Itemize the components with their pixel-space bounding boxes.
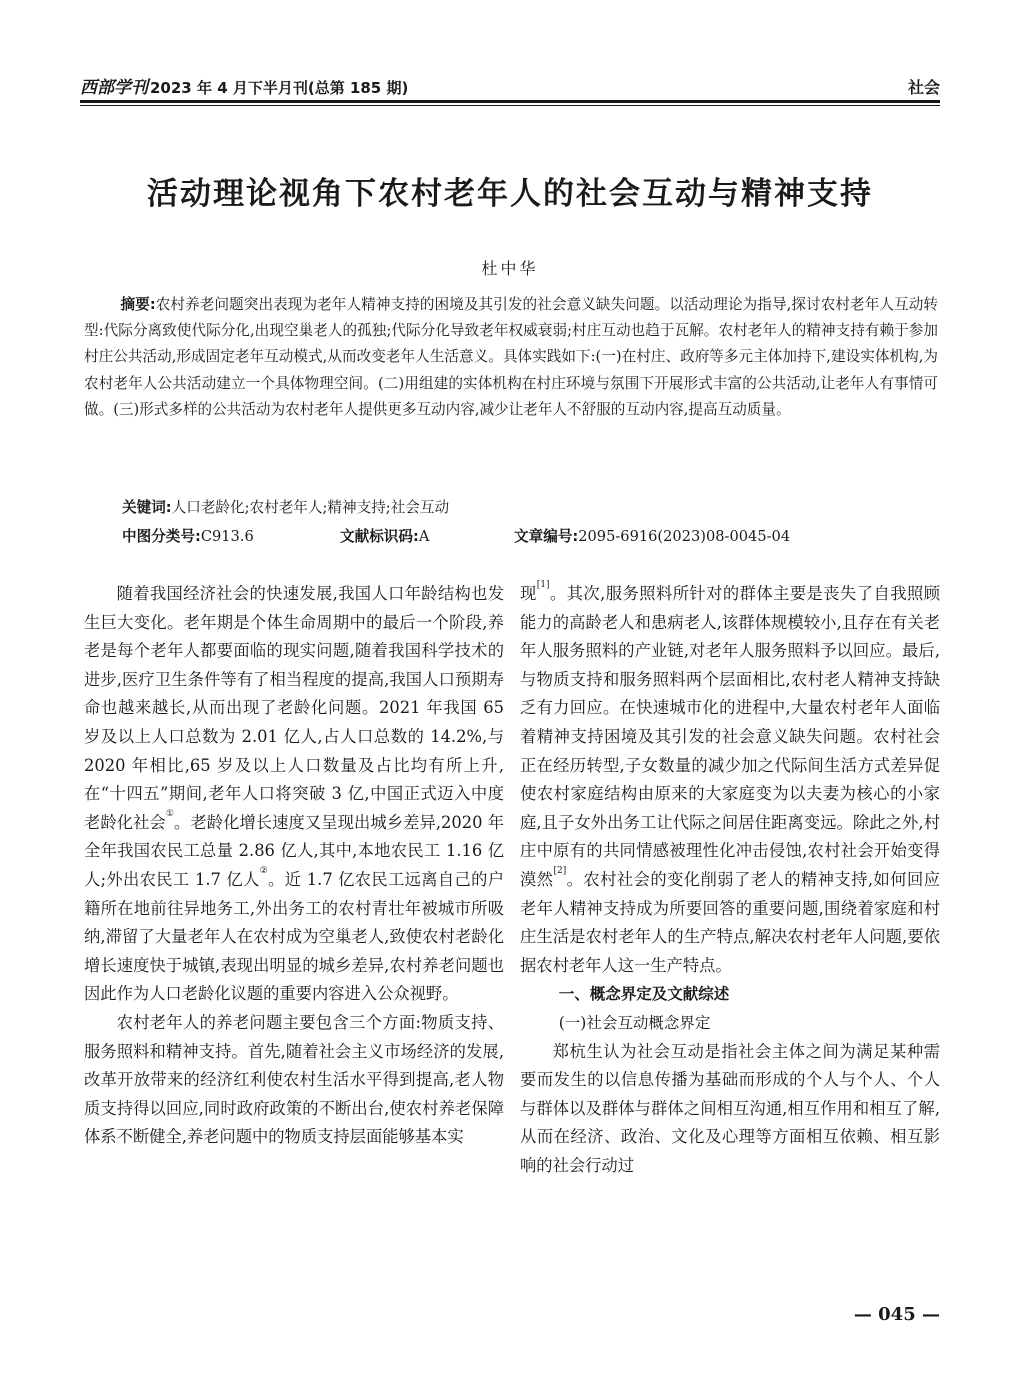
- body-paragraph: 随着我国经济社会的快速发展,我国人口年龄结构也发生巨大变化。老年期是个体生命周期中的最后一个阶段,养老是每个老年人都要面临的现实问题,随着我国科学技术的进步,医疗卫生条件等有了相当程度的提高,我国人口预期寿命也越来越长,从而出现了老龄化问题。2021 年我国 65 岁及以上人口总数为 2.01 亿人,占人口总数的 14.2%,与 2020 年相比,65 岁及以上人口数量及占比均有所上升,在“十四五”期间,老年人口将突破 3 亿,中国正式迈入中度老龄化社会①。老龄化增长速度又呈现出城乡差异,2020 年全年我国农民工总量 2.86 亿人,其中,本地农民工 1.16 亿人;外出农民工 1.7 亿人②。近 1.7 亿农民工远离自己的户籍所在地前往异地务工,外出务工的农村青壮年被城市所吸纳,滞留了大量老年人在农村成为空巢老人,致使农村老龄化增长速度快于城镇,表现出明显的城乡差异,农村养老问题也因此作为人口老龄化议题的重要内容进入公众视野。: [84, 584, 504, 1004]
- journal-logo: 西部学刊: [80, 78, 148, 98]
- abstract-text: 农村养老问题突出表现为老年人精神支持的困境及其引发的社会意义缺失问题。以活动理论为指导,探讨农村老年人互动转型:代际分离致使代际分化,出现空巢老人的孤独;代际分化导致老年权威衰弱;村庄互动也趋于瓦解。农村老年人的精神支持有赖于参加村庄公共活动,形成固定老年互动模式,从而改变老年人生活意义。具体实践如下:(一)在村庄、政府等多元主体加持下,建设实体机构,为农村老年人公共活动建立一个具体物理空间。(二)用组建的实体机构在村庄环境与氛围下开展形式丰富的公共活动,让老年人有事情可做。(三)形式多样的公共活动为农村老年人提供更多互动内容,减少让老年人不舒服的互动内容,提高互动质量。: [84, 296, 938, 418]
- article-number: 文章编号:2095-6916(2023)08-0045-04: [514, 528, 791, 545]
- article-title: 活动理论视角下农村老年人的社会互动与精神支持: [147, 176, 873, 212]
- section-heading: 一、概念界定及文献综述: [558, 985, 730, 1004]
- citation-mark: [1]: [536, 580, 550, 590]
- doc-code: 文献标识码:A: [340, 528, 430, 545]
- keywords-text: 人口老龄化;农村老年人;精神支持;社会互动: [171, 499, 450, 516]
- article-meta: [122, 525, 932, 549]
- header-rule-thin: [80, 105, 940, 106]
- footnote-mark: ②: [259, 865, 269, 876]
- subsection-heading: (一)社会互动概念界定: [558, 1013, 711, 1032]
- header-left: [80, 73, 408, 98]
- body-column-right: [520, 580, 940, 1180]
- body-column-left: [84, 580, 504, 1152]
- issue-info: 2023 年 4 月下半月刊(总第 185 期): [150, 79, 409, 97]
- article-author: 杜中华: [481, 259, 539, 278]
- page-number: — 045 —: [853, 1304, 940, 1325]
- footnote-mark: ①: [165, 808, 174, 819]
- clc-code: 中图分类号:C913.6: [122, 528, 254, 545]
- citation-mark: [2]: [553, 865, 567, 876]
- body-paragraph: 农村老年人的养老问题主要包含三个方面:物质支持、服务照料和精神支持。首先,随着社会主义市场经济的发展,改革开放带来的经济红利使农村生活水平得到提高,老人物质支持得以回应,同时政府政策的不断出台,使农村养老保障体系不断健全,养老问题中的物质支持层面能够基本实: [84, 1012, 504, 1147]
- section-name: 社会: [907, 78, 940, 97]
- abstract: [84, 292, 938, 423]
- keywords: [122, 496, 932, 520]
- abstract-label: 摘要:: [120, 296, 156, 313]
- body-paragraph: 现[1]。其次,服务照料所针对的群体主要是丧失了自我照顾能力的高龄老人和患病老人,该群体规模较小,且存在有关老年人服务照料的产业链,对老年人服务照料予以回应。最后,与物质支持和服务照料两个层面相比,农村老人精神支持缺乏有力回应。在快速城市化的进程中,大量农村老年人面临着精神支持困境及其引发的社会意义缺失问题。农村社会正在经历转型,子女数量的减少加之代际间生活方式差异促使农村家庭结构由原来的大家庭变为以夫妻为核心的小家庭,且子女外出务工让代际之间居住距离变远。除此之外,村庄中原有的共同情感被理性化冲击侵蚀,农村社会开始变得漠然[2]。农村社会的变化削弱了老人的精神支持,如何回应老年人精神支持成为所要回答的重要问题,围绕着家庭和村庄生活是农村老年人的生产特点,解决农村老年人问题,要依据农村老年人这一生产特点。: [520, 580, 940, 975]
- header-rule: [80, 100, 940, 103]
- body-paragraph: 郑杭生认为社会互动是指社会主体之间为满足某种需要而发生的以信息传播为基础而形成的个人与个人、个人与群体以及群体与群体之间相互沟通,相互作用和相互了解,从而在经济、政治、文化及心理等方面相互依赖、相互影响的社会行动过: [520, 1041, 940, 1175]
- keywords-label: 关键词:: [122, 499, 172, 516]
- running-header: [80, 72, 940, 98]
